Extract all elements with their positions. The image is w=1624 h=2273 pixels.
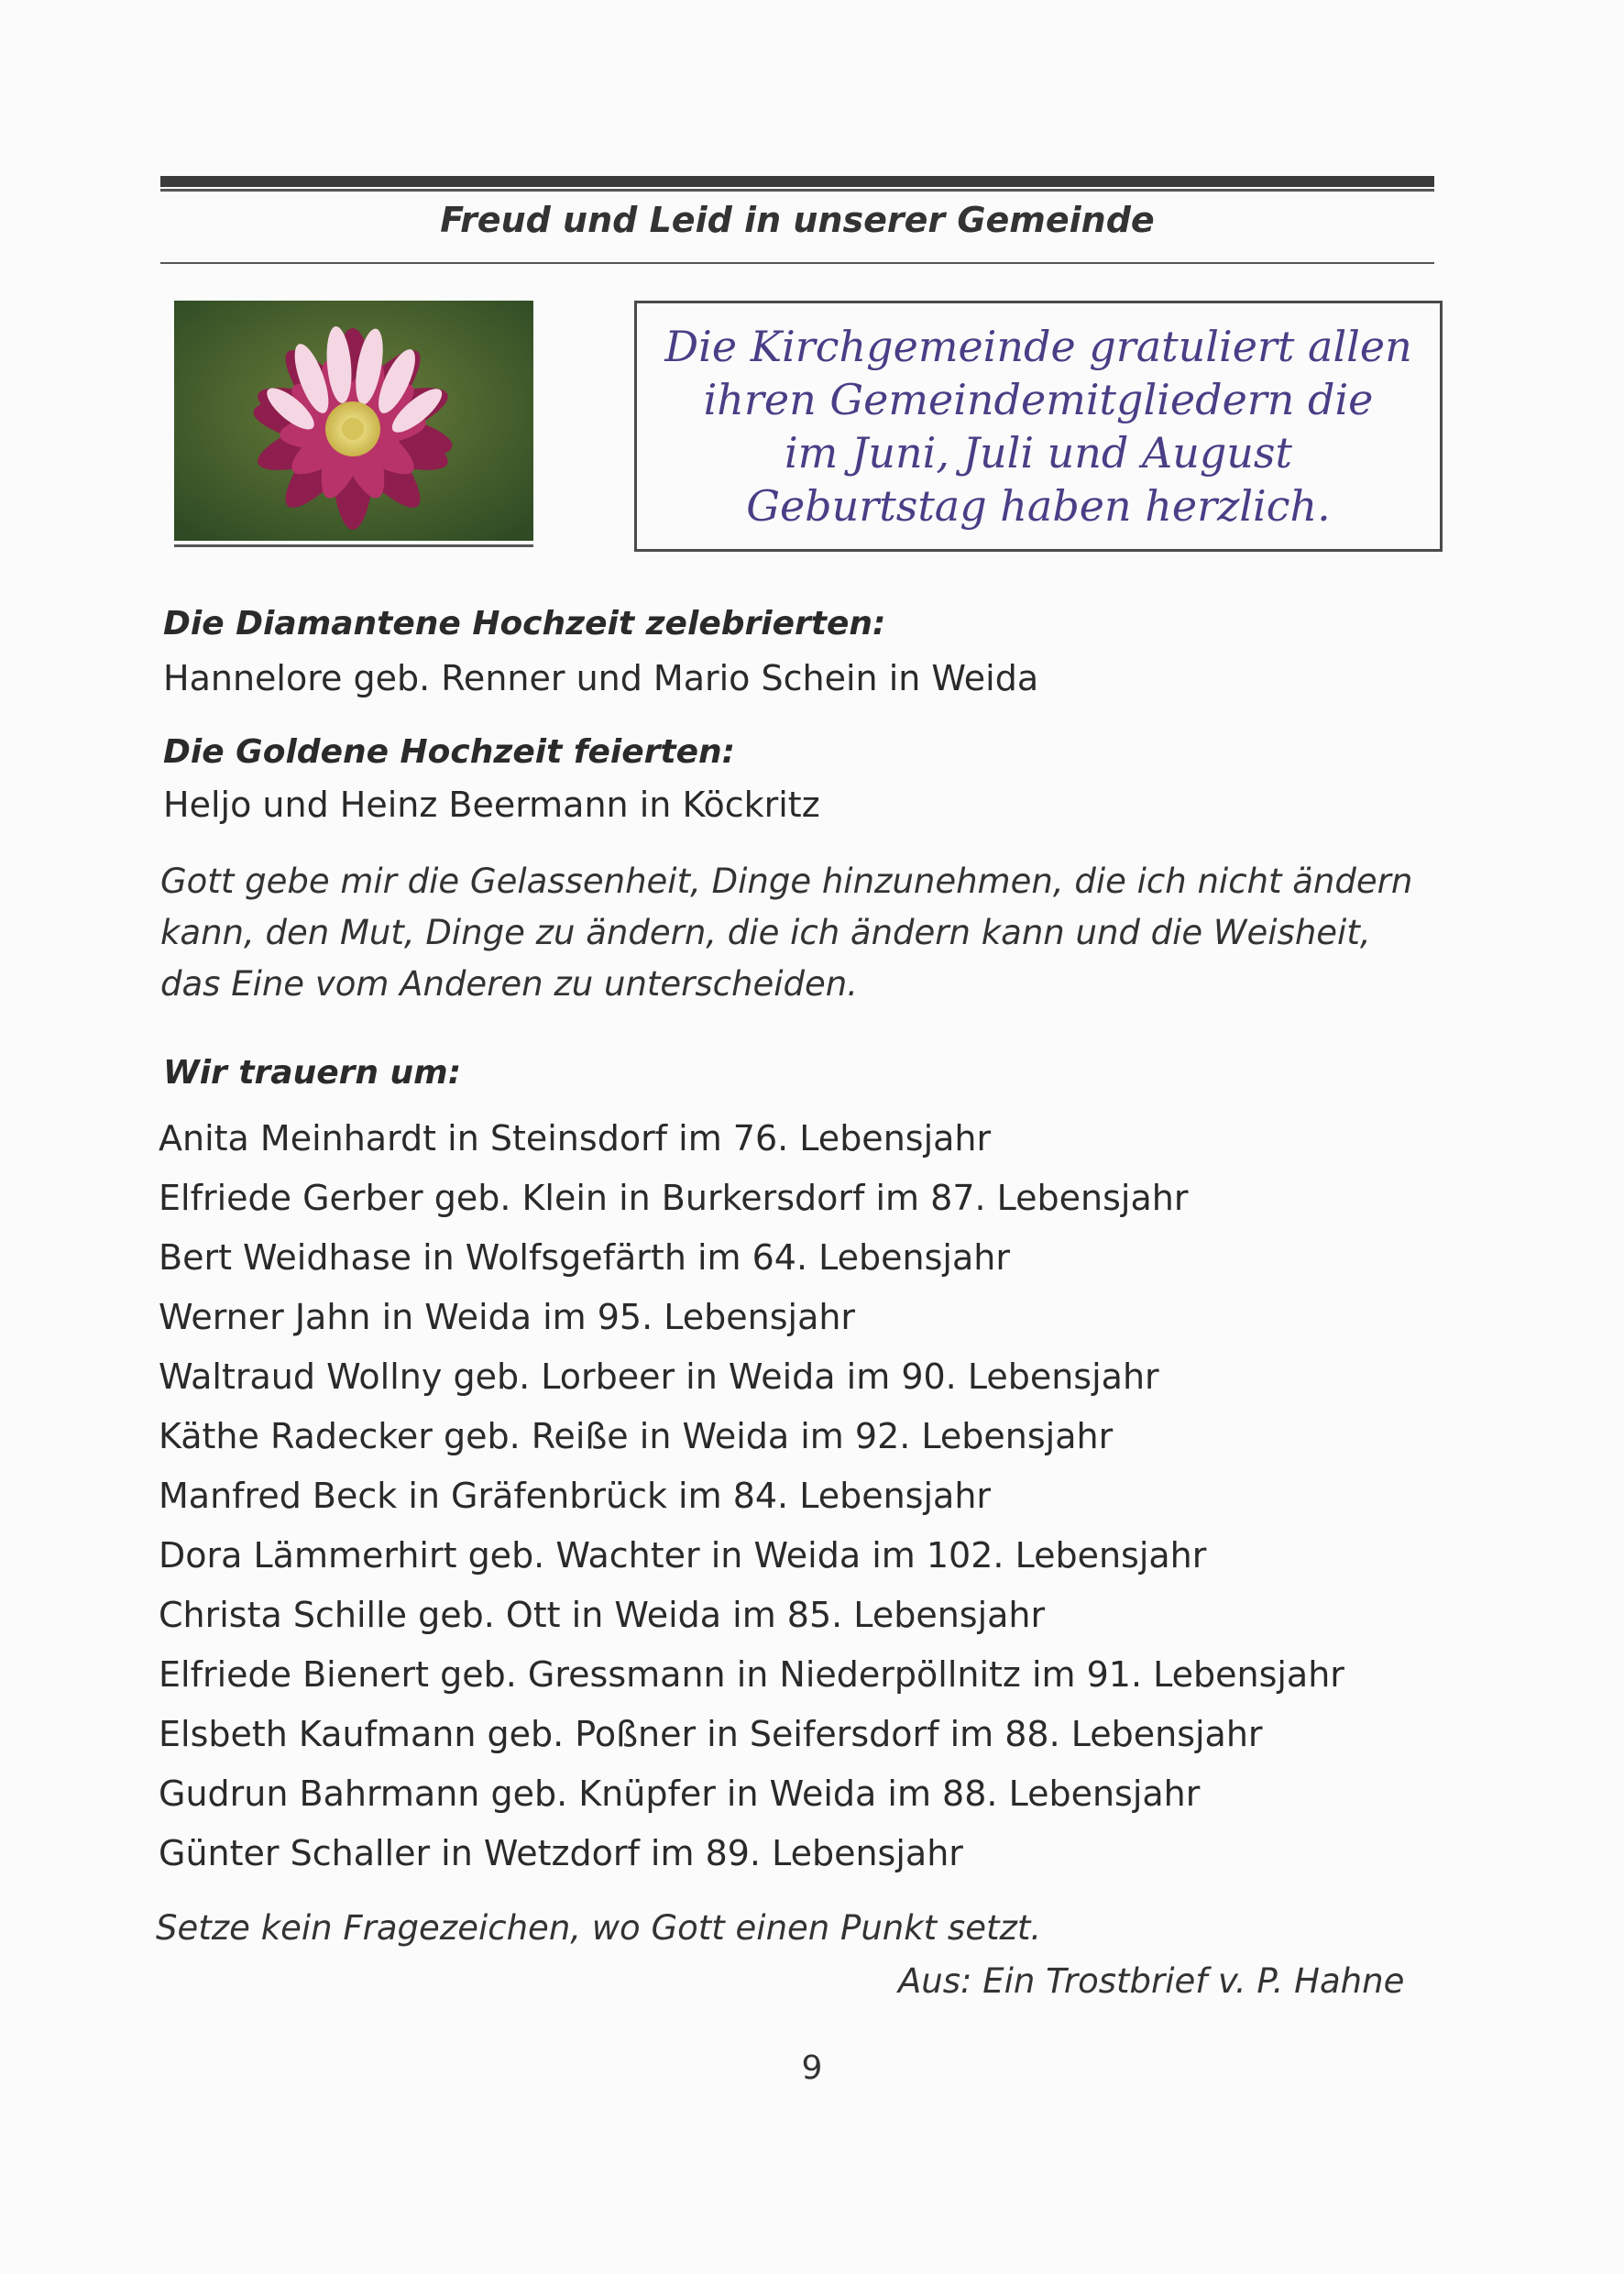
header-rule-thin (160, 189, 1434, 192)
page-number: 9 (801, 2049, 823, 2087)
list-item: Elfriede Bienert geb. Gressmann in Niederpöllnitz im 91. Lebensjahr (159, 1654, 1344, 1695)
diamond-wedding-heading: Die Diamantene Hochzeit zelebrierten: (163, 605, 886, 642)
list-item: Bert Weidhase in Wolfsgefärth im 64. Lebensjahr (159, 1237, 1010, 1278)
serenity-prayer-line: kann, den Mut, Dinge zu ändern, die ich ändern kann und die Weisheit, (160, 913, 1371, 952)
birthday-greeting-box (634, 301, 1443, 552)
greeting-line: Die Kirchgemeinde gratuliert allen (664, 322, 1412, 371)
header-rule-thick (160, 176, 1434, 187)
list-item: Werner Jahn in Weida im 95. Lebensjahr (159, 1297, 856, 1337)
serenity-prayer-line: das Eine vom Anderen zu unterscheiden. (160, 964, 858, 1004)
list-item: Waltraud Wollny geb. Lorbeer in Weida im 90. Lebensjahr (159, 1356, 1159, 1397)
list-item: Elfriede Gerber geb. Klein in Burkersdorf im 87. Lebensjahr (159, 1178, 1189, 1218)
diamond-wedding-couple: Hannelore geb. Renner und Mario Schein in Weida (163, 658, 1039, 698)
list-item: Dora Lämmerhirt geb. Wachter in Weida im 102. Lebensjahr (159, 1535, 1207, 1576)
list-item: Anita Meinhardt in Steinsdorf im 76. Lebensjahr (159, 1118, 992, 1158)
greeting-line: Geburtstag haben herzlich. (746, 481, 1331, 531)
image-underline (174, 544, 533, 547)
golden-wedding-heading: Die Goldene Hochzeit feierten: (163, 733, 736, 771)
list-item: Gudrun Bahrmann geb. Knüpfer in Weida im 88. Lebensjahr (159, 1773, 1201, 1814)
list-item: Günter Schaller in Wetzdorf im 89. Lebensjahr (159, 1833, 963, 1873)
serenity-prayer-line: Gott gebe mir die Gelassenheit, Dinge hinzunehmen, die ich nicht ändern (160, 862, 1413, 901)
mourning-heading: Wir trauern um: (163, 1054, 462, 1092)
list-item: Christa Schille geb. Ott in Weida im 85. Lebensjahr (159, 1595, 1046, 1635)
page-title: Freud und Leid in unserer Gemeinde (440, 200, 1155, 240)
list-item: Manfred Beck in Gräfenbrück im 84. Lebensjahr (159, 1476, 992, 1516)
greeting-line: im Juni, Juli und August (784, 428, 1293, 478)
mourning-list (159, 1109, 1344, 1883)
list-item: Elsbeth Kaufmann geb. Poßner in Seifersdorf im 88. Lebensjahr (159, 1714, 1263, 1754)
dahlia-flower-image (174, 301, 533, 541)
golden-wedding-couple: Heljo und Heinz Beermann in Köckritz (163, 785, 820, 825)
greeting-line: ihren Gemeindemitgliedern die (703, 375, 1374, 424)
quote-source: Aus: Ein Trostbrief v. P. Hahne (898, 1961, 1405, 2001)
header-underline (160, 262, 1434, 264)
list-item: Käthe Radecker geb. Reiße in Weida im 92. Lebensjahr (159, 1416, 1114, 1456)
closing-quote: Setze kein Fragezeichen, wo Gott einen Punkt setzt. (156, 1908, 1042, 1948)
